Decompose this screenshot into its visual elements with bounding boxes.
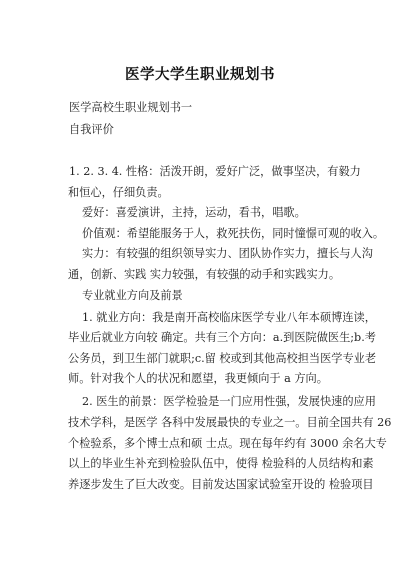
section-heading-self-evaluation: 自我评价	[69, 123, 114, 136]
paragraph-line: 以上的毕业生补充到检验队伍中，使得 检验科的人员结构和素	[68, 457, 374, 470]
paragraph-line: 师。针对我个人的状况和愿望，我更倾向于 a 方向。	[68, 372, 328, 385]
paragraph-line: 通，创新、实践 实力较强，有较强的动手和实践实力。	[68, 268, 341, 281]
paragraph-line: 公务员，到卫生部门就职;c.留 校或到其他高校担当医学专业老	[68, 352, 377, 365]
paragraph-line: 个检验系，多个博士点和硕 士点。现在每年约有 3000 余名大专	[68, 437, 387, 450]
paragraph-line: 爱好：喜爱演讲，主持，运动，看书，唱歌。	[82, 206, 306, 219]
paragraph-line: 技术学科，是医学 各科中发展最快的专业之一。目前全国共有 26	[68, 416, 392, 429]
paragraph-line: 和恒心，仔细负责。	[68, 186, 169, 199]
document-title: 医学大学生职业规划书	[125, 66, 275, 83]
paragraph-line: 实力：有较强的组织领导实力、团队协作实力，擅长与人沟	[82, 247, 373, 260]
section-heading-career-direction: 专业就业方向及前景	[82, 289, 183, 302]
paragraph-line: 1. 就业方向：我是南开高校临床医学专业八年本硕博连读，	[82, 311, 376, 324]
paragraph-line: 2. 医生的前景：医学检验是一门应用性强，发展快速的应用	[82, 395, 376, 408]
paragraph-line: 养逐步发生了巨大改变。目前发达国家试验室开设的 检验项目	[68, 478, 374, 491]
subtitle-line: 医学高校生职业规划书一	[69, 101, 193, 114]
paragraph-line: 1. 2. 3. 4. 性格：活泼开朗，爱好广泛，做事坚决，有毅力	[69, 165, 361, 178]
paragraph-line: 价值观：希望能服务于人，救死扶伤，同时憧憬可观的收入。	[82, 227, 385, 240]
paragraph-line: 毕业后就业方向较 确定。共有三个方向：a.到医院做医生;b.考	[68, 331, 376, 344]
